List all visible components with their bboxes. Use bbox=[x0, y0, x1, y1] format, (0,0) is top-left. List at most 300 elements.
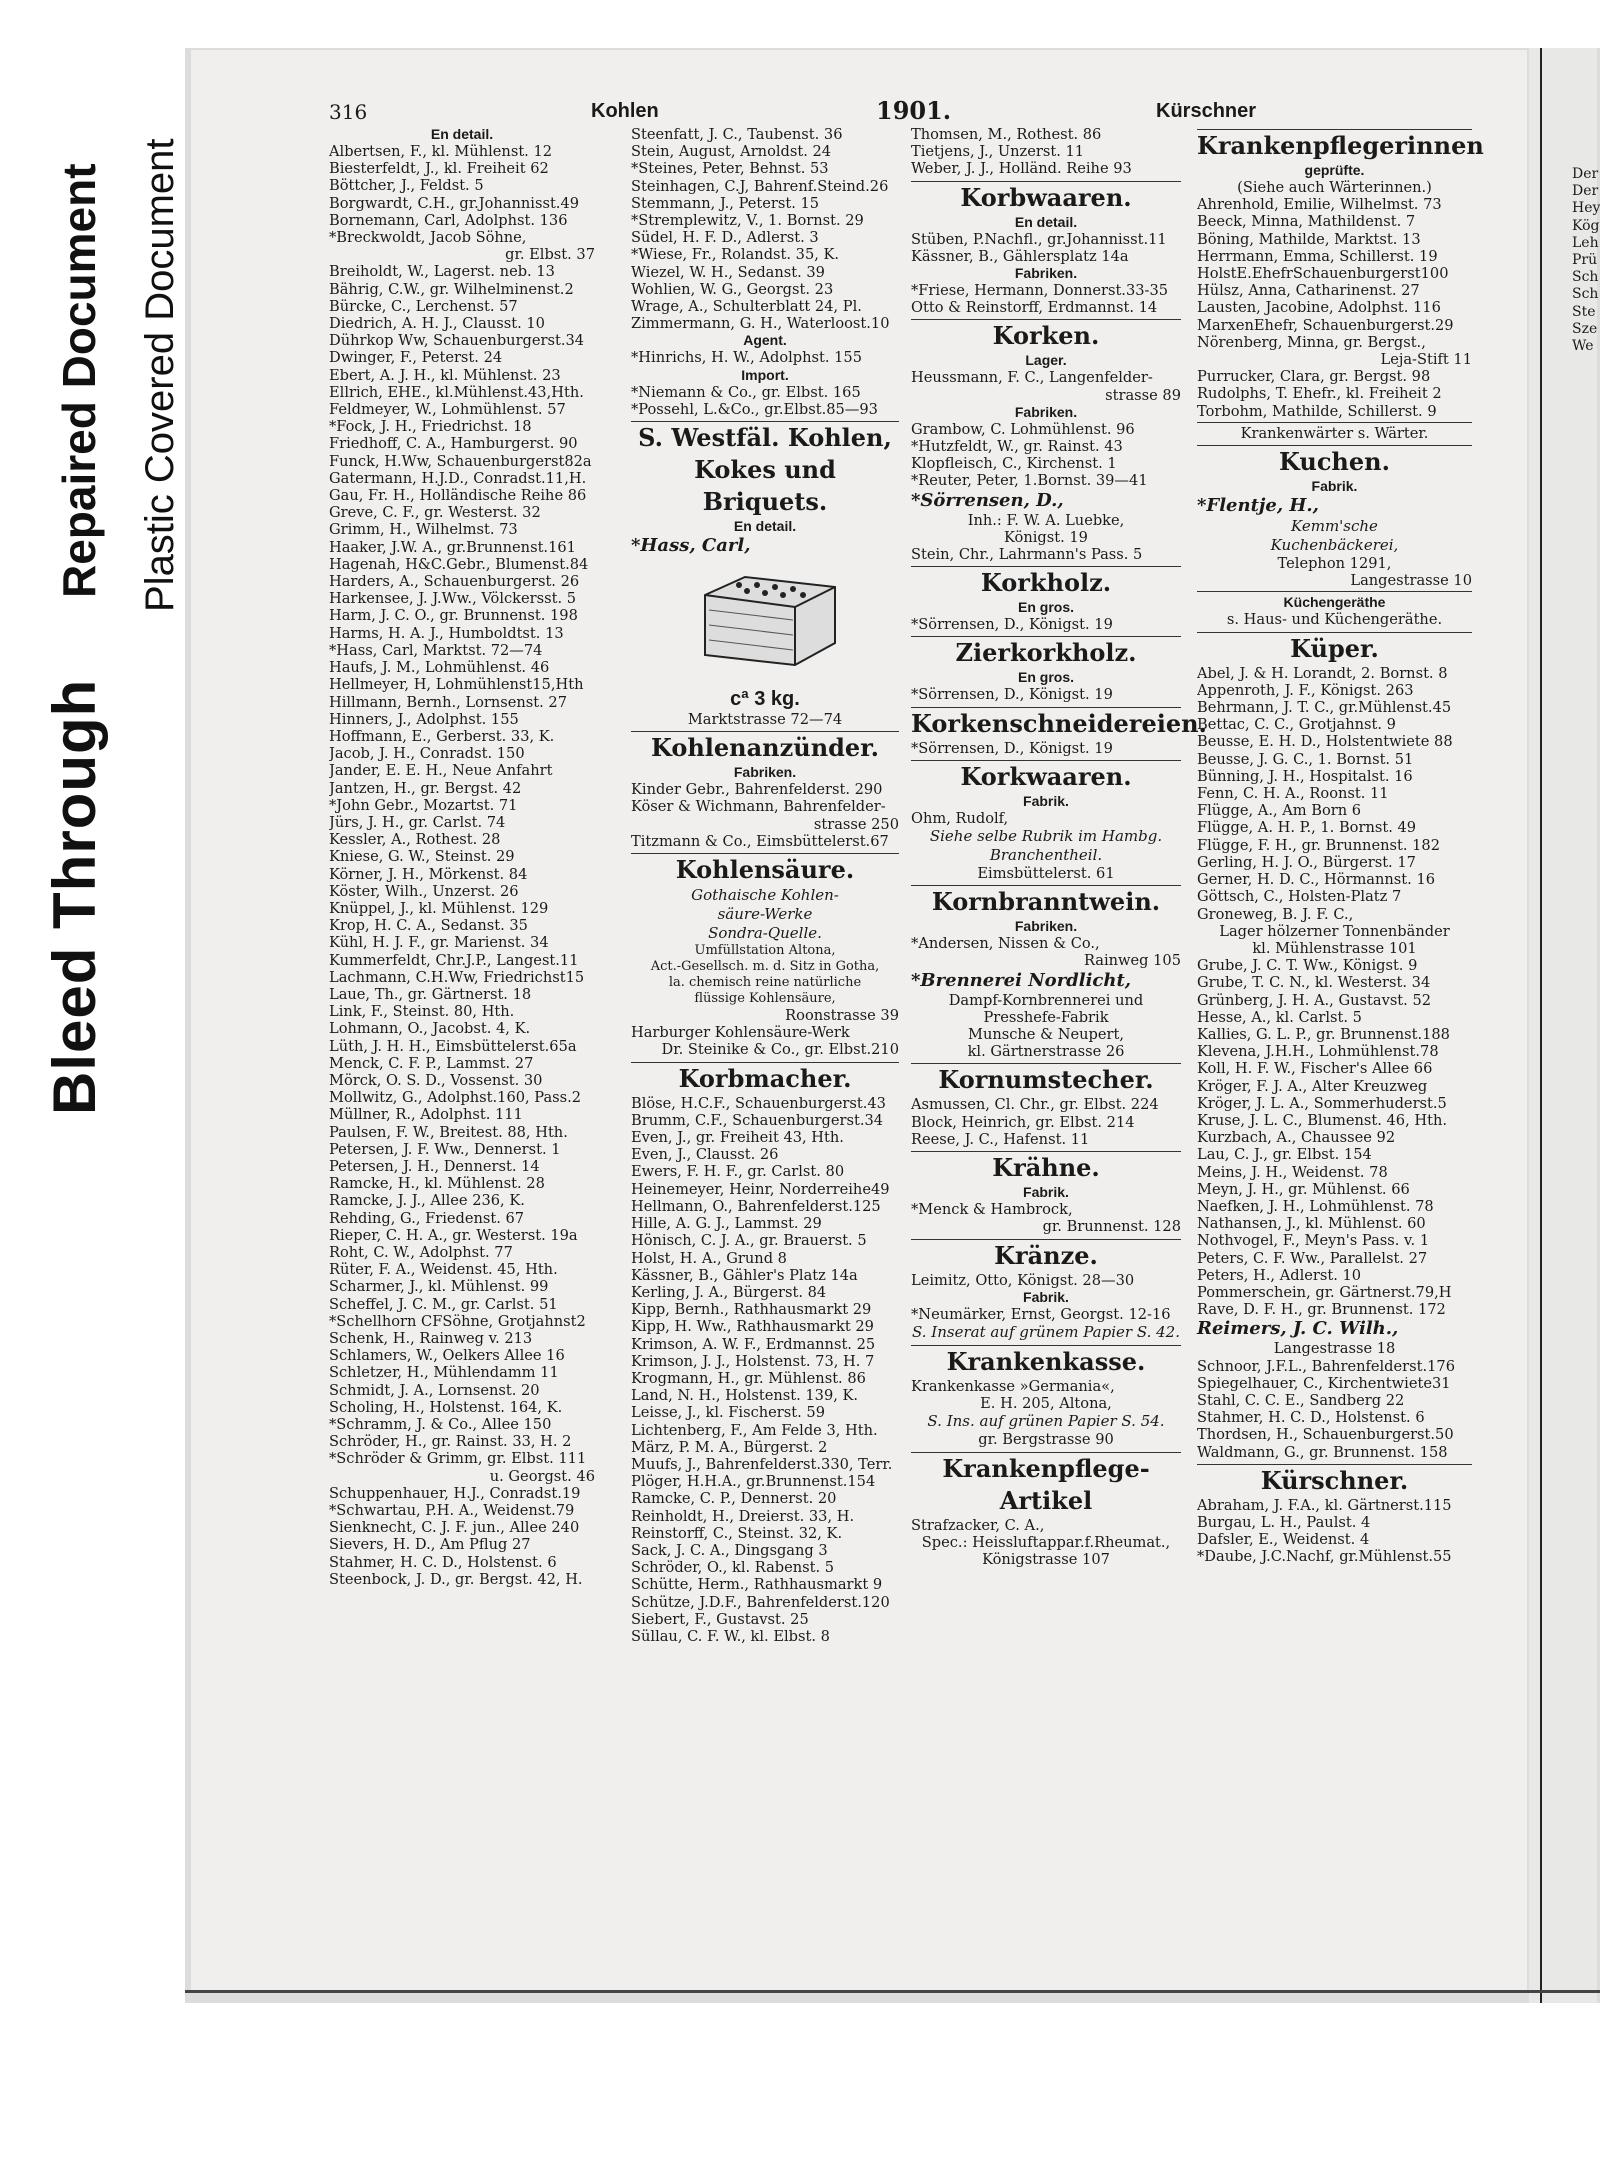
section-heading: Korken. bbox=[911, 319, 1181, 352]
entry-line: Naefken, J. H., Lohmühlenst. 78 bbox=[1197, 1197, 1434, 1215]
entry-line: Kipp, Bernh., Rathhausmarkt 29 bbox=[631, 1301, 872, 1319]
entry-line: Körner, J. H., Mörkenst. 84 bbox=[329, 865, 528, 883]
entry-line: Schröder, O., kl. Rabenst. 5 bbox=[631, 1559, 835, 1577]
entry-line: Petersen, J. F. Ww., Dennerst. 1 bbox=[329, 1140, 561, 1158]
entry-line: Harders, A., Schauenburgerst. 26 bbox=[329, 573, 580, 591]
featured-entry: Reimers, J. C. Wilh., bbox=[1197, 1318, 1399, 1340]
centered-line: Presshefe-Fabrik bbox=[983, 1008, 1109, 1026]
centered-line: Königst. 19 bbox=[1004, 528, 1088, 546]
entry-line: Hülsz, Anna, Catharinenst. 27 bbox=[1197, 282, 1420, 300]
section-heading: Kornumstecher. bbox=[911, 1063, 1181, 1096]
entry-line: Ahrenhold, Emilie, Wilhelmst. 73 bbox=[1197, 196, 1442, 214]
entry-line: Grünberg, J. H. A., Gustavst. 52 bbox=[1197, 991, 1432, 1009]
entry-line: Schröder, H., gr. Rainst. 33, H. 2 bbox=[329, 1433, 572, 1451]
small-note: Act.-Gesellsch. m. d. Sitz in Gotha, bbox=[650, 959, 880, 975]
entry-line: Ramcke, H., kl. Mühlenst. 28 bbox=[329, 1175, 545, 1193]
entry-line: Grimm, H., Wilhelmst. 73 bbox=[329, 521, 518, 539]
section-heading: Korkenschneidereien. bbox=[911, 708, 1207, 738]
centered-line: Spec.: Heissluftappar.f.Rheumat., bbox=[921, 1533, 1171, 1551]
section-heading: Kürschner. bbox=[1197, 1464, 1472, 1497]
italic-note: säure-Werke bbox=[717, 905, 813, 924]
entry-line: Süllau, C. F. W., kl. Elbst. 8 bbox=[631, 1627, 830, 1645]
entry-line: Even, J., Clausst. 26 bbox=[631, 1146, 779, 1164]
section-heading: Krähne. bbox=[911, 1151, 1181, 1184]
entry-line: Scholing, H., Holstenst. 164, K. bbox=[329, 1398, 563, 1416]
centered-line: kl. Mühlenstrasse 101 bbox=[1252, 939, 1417, 957]
entry-line: Menck, C. F. P., Lammst. 27 bbox=[329, 1054, 534, 1072]
header-left-word: Kohlen bbox=[591, 100, 659, 122]
entry-line: Hagenah, H&C.Gebr., Blumenst.84 bbox=[329, 555, 589, 573]
entry-line: Kässner, B., Gählersplatz 14a bbox=[911, 247, 1129, 265]
entry-line: Stahl, C. C. E., Sandberg 22 bbox=[1197, 1391, 1405, 1409]
section-heading: Zierkorkholz. bbox=[911, 636, 1181, 669]
entry-line: Schütze, J.D.F., Bahrenfelderst.120 bbox=[631, 1593, 890, 1611]
small-note: flüssige Kohlensäure, bbox=[694, 991, 836, 1007]
entry-line: Reese, J. C., Hafenst. 11 bbox=[911, 1130, 1090, 1148]
entry-line: *Sörrensen, D., Königst. 19 bbox=[911, 686, 1113, 704]
entry-line: *Possehl, L.&Co., gr.Elbst.85—93 bbox=[631, 400, 878, 418]
entry-continuation: Rainweg 105 bbox=[1083, 952, 1181, 970]
entry-line: Paulsen, F. W., Breitest. 88, Hth. bbox=[329, 1123, 568, 1141]
entry-line: Krimson, A. W. F., Erdmannst. 25 bbox=[631, 1335, 876, 1353]
entry-line: Tietjens, J., Unzerst. 11 bbox=[911, 143, 1085, 161]
edge-fragment: Prü bbox=[1572, 252, 1598, 269]
section-heading: S. Westfäl. Kohlen, Kokes und Briquets. bbox=[631, 421, 899, 518]
entry-line: Albertsen, F., kl. Mühlenst. 12 bbox=[329, 143, 553, 160]
centered-line: gr. Bergstrasse 90 bbox=[978, 1431, 1114, 1449]
entry-line: Rave, D. F. H., gr. Brunnenst. 172 bbox=[1197, 1301, 1446, 1319]
entry-line: Scharmer, J., kl. Mühlenst. 99 bbox=[329, 1278, 549, 1296]
column-4 bbox=[1197, 126, 1484, 1566]
subheading: En detail. bbox=[733, 518, 797, 535]
entry-line: Hille, A. G. J., Lammst. 29 bbox=[631, 1215, 822, 1233]
entry-line: Heinemeyer, Heinr, Norderreihe49 bbox=[631, 1180, 890, 1198]
entry-line: März, P. M. A., Bürgerst. 2 bbox=[631, 1438, 828, 1456]
entry-continuation: gr. Brunnenst. 128 bbox=[1042, 1218, 1181, 1236]
entry-line: Holst, H. A., Grund 8 bbox=[631, 1249, 787, 1267]
entry-line: Ramcke, C. P., Dennerst. 20 bbox=[631, 1490, 837, 1508]
entry-line: *Hinrichs, H. W., Adolphst. 155 bbox=[631, 349, 863, 367]
section-heading: Kornbranntwein. bbox=[911, 885, 1181, 918]
centered-line: Königstrasse 107 bbox=[982, 1550, 1110, 1568]
entry-line: Rieper, C. H. A., gr. Westerst. 19a bbox=[329, 1226, 578, 1244]
section-heading: Krankenkasse. bbox=[911, 1345, 1181, 1378]
entry-line: Ellrich, EHE., kl.Mühlenst.43,Hth. bbox=[329, 383, 584, 401]
entry-line: Böttcher, J., Feldst. 5 bbox=[329, 177, 484, 195]
entry-line: *Schramm, J. & Co., Allee 150 bbox=[329, 1416, 552, 1434]
entry-line: MarxenEhefr, Schauenburgerst.29 bbox=[1197, 316, 1454, 334]
centered-line: Krankenwärter s. Wärter. bbox=[1240, 424, 1429, 442]
entry-line: Spiegelhauer, C., Kirchentwiete31 bbox=[1197, 1374, 1451, 1392]
entry-line: Harm, J. C. O., gr. Brunnenst. 198 bbox=[329, 607, 578, 625]
entry-line: Borgwardt, C.H., gr.Johannisst.49 bbox=[329, 194, 580, 212]
centered-line: Marktstrasse 72—74 bbox=[687, 711, 843, 729]
edge-fragment: Ste bbox=[1572, 303, 1596, 320]
section-heading: Korbmacher. bbox=[631, 1062, 899, 1095]
entry-continuation: Leja-Stift 11 bbox=[1380, 351, 1472, 369]
entry-line: Appenroth, J. F., Königst. 263 bbox=[1197, 681, 1414, 699]
entry-line: Kühl, H. J. F., gr. Marienst. 34 bbox=[329, 934, 549, 952]
entry-line: Behrmann, J. T. C., gr.Mühlenst.45 bbox=[1197, 699, 1452, 717]
column-3 bbox=[911, 126, 1207, 1568]
italic-note: S. Ins. auf grünen Papier S. 54. bbox=[927, 1412, 1165, 1431]
entry-line: Peters, H., Adlerst. 10 bbox=[1197, 1266, 1362, 1284]
entry-line: Schuppenhauer, H.J., Conradst.19 bbox=[329, 1484, 581, 1502]
entry-line: Thomsen, M., Rothest. 86 bbox=[911, 126, 1102, 143]
entry-line: Gau, Fr. H., Holländische Reihe 86 bbox=[329, 487, 587, 505]
entry-line: Sievers, H. D., Am Pflug 27 bbox=[329, 1536, 531, 1554]
next-page-edge bbox=[1572, 166, 1600, 355]
entry-line: Leimitz, Otto, Königst. 28—30 bbox=[911, 1271, 1135, 1289]
entry-line: Hellmeyer, H, Lohmühlenst15,Hth bbox=[329, 676, 584, 694]
entry-line: Stahmer, H. C. D., Holstenst. 6 bbox=[1197, 1409, 1425, 1427]
entry-line: Mörck, O. S. D., Vossenst. 30 bbox=[329, 1071, 543, 1089]
entry-line: Grambow, C. Lohmühlenst. 96 bbox=[911, 420, 1135, 438]
entry-line: Bährig, C.W., gr. Wilhelminenst.2 bbox=[329, 280, 574, 298]
plastic-covered-label: Plastic Covered Document bbox=[138, 138, 182, 612]
centered-line: Dampf-Kornbrennerei und bbox=[948, 991, 1144, 1009]
entry-line: Lichtenberg, F., Am Felde 3, Hth. bbox=[631, 1421, 878, 1439]
centered-line: Lager hölzerner Tonnenbänder bbox=[1219, 922, 1450, 940]
edge-fragment: Der bbox=[1572, 183, 1599, 200]
entry-line: Ewers, F. H. F., gr. Carlst. 80 bbox=[631, 1163, 845, 1181]
entry-line: Strafzacker, C. A., bbox=[911, 1516, 1045, 1534]
entry-line: Otto & Reinstorff, Erdmannst. 14 bbox=[911, 299, 1158, 317]
entry-line: Feldmeyer, W., Lohmühlenst. 57 bbox=[329, 401, 566, 419]
entry-line: *Andersen, Nissen & Co., bbox=[911, 935, 1100, 953]
section-heading: Kuchen. bbox=[1197, 445, 1472, 478]
entry-line: Weber, J. J., Holländ. Reihe 93 bbox=[911, 160, 1132, 178]
entry-line: Even, J., gr. Freiheit 43, Hth. bbox=[631, 1129, 844, 1147]
entry-line: HolstE.EhefrSchauenburgerst100 bbox=[1197, 265, 1449, 283]
section-heading: Korkholz. bbox=[911, 566, 1181, 599]
entry-line: Reinstorff, C., Steinst. 32, K. bbox=[631, 1524, 843, 1542]
entry-line: Haufs, J. M., Lohmühlenst. 46 bbox=[329, 659, 550, 677]
entry-line: Reinholdt, H., Dreierst. 33, H. bbox=[631, 1507, 855, 1525]
centered-line: s. Haus- und Küchengeräthe. bbox=[1226, 611, 1443, 629]
entry-line: Lachmann, C.H.Ww, Friedrichst15 bbox=[329, 968, 585, 986]
entry-line: Südel, H. F. D., Adlerst. 3 bbox=[631, 229, 819, 247]
edge-fragment: Der bbox=[1572, 166, 1599, 182]
entry-line: Stemmann, J., Peterst. 15 bbox=[631, 194, 820, 212]
entry-line: Stein, Chr., Lahrmann's Pass. 5 bbox=[911, 546, 1143, 564]
entry-line: Kessler, A., Rothest. 28 bbox=[329, 831, 501, 849]
entry-line: Rehding, G., Friedenst. 67 bbox=[329, 1209, 525, 1227]
bottom-rule bbox=[185, 1990, 1600, 1993]
entry-line: Roht, C. W., Adolphst. 77 bbox=[329, 1244, 513, 1261]
entry-continuation: Langestrasse 10 bbox=[1350, 572, 1472, 590]
subheading: Fabrik. bbox=[1023, 1288, 1069, 1305]
entry-continuation: strasse 89 bbox=[1105, 386, 1181, 404]
entry-line: Hönisch, C. J. A., gr. Brauerst. 5 bbox=[631, 1232, 867, 1250]
section-heading: Korkwaaren. bbox=[911, 760, 1181, 793]
entry-line: Böning, Mathilde, Marktst. 13 bbox=[1197, 230, 1421, 248]
entry-line: Scheffel, J. C. M., gr. Carlst. 51 bbox=[329, 1295, 558, 1313]
entry-line: Köster, Wilh., Unzerst. 26 bbox=[329, 882, 519, 900]
entry-line: Abel, J. & H. Lorandt, 2. Bornst. 8 bbox=[1197, 664, 1448, 682]
entry-line: Grube, J. C. T. Ww., Königst. 9 bbox=[1197, 957, 1418, 975]
entry-line: Krimson, J. J., Holstenst. 73, H. 7 bbox=[631, 1352, 875, 1370]
entry-line: Land, N. H., Holstenst. 139, K. bbox=[631, 1387, 859, 1405]
featured-entry: *Sörrensen, D., bbox=[911, 489, 1064, 511]
divider bbox=[1197, 422, 1472, 423]
featured-entry: *Flentje, H., bbox=[1197, 495, 1319, 517]
entry-line: Lausten, Jacobine, Adolphst. 116 bbox=[1197, 299, 1441, 317]
entry-line: Diedrich, A. H. J., Clausst. 10 bbox=[329, 315, 545, 333]
entry-line: *Friese, Hermann, Donnerst.33-35 bbox=[911, 282, 1169, 300]
entry-line: *Reuter, Peter, 1.Bornst. 39—41 bbox=[911, 472, 1148, 490]
small-note: la. chemisch reine natürliche bbox=[668, 975, 862, 991]
centered-line: Langestrasse 18 bbox=[1273, 1340, 1396, 1358]
entry-line: Kruse, J. L. C., Blumenst. 46, Hth. bbox=[1197, 1111, 1447, 1129]
entry-line: Nörenberg, Minna, gr. Bergst., bbox=[1197, 333, 1426, 351]
entry-line: Nathansen, J., kl. Mühlenst. 60 bbox=[1197, 1215, 1426, 1233]
entry-line: Krogmann, H., gr. Mühlenst. 86 bbox=[631, 1369, 866, 1387]
entry-line: *Sörrensen, D., Königst. 19 bbox=[911, 616, 1113, 634]
entry-line: Hoffmann, E., Gerberst. 33, K. bbox=[329, 727, 555, 745]
entry-line: *Hass, Carl, Marktst. 72—74 bbox=[329, 641, 543, 659]
entry-line: Zimmermann, G. H., Waterloost.10 bbox=[631, 315, 890, 333]
centered-line: Munsche & Neupert, bbox=[968, 1026, 1124, 1044]
subheading: En gros. bbox=[1017, 669, 1074, 686]
entry-line: Petersen, J. H., Dennerst. 14 bbox=[329, 1157, 540, 1175]
entry-line: Mollwitz, G., Adolphst.160, Pass.2 bbox=[329, 1089, 582, 1107]
entry-line: Beusse, E. H. D., Holstentwiete 88 bbox=[1197, 733, 1453, 751]
entry-line: Sienknecht, C. J. F. jun., Allee 240 bbox=[329, 1519, 580, 1537]
subheading: Fabriken. bbox=[1014, 918, 1078, 935]
entry-line: Haaker, J.W. A., gr.Brunnenst.161 bbox=[329, 538, 576, 556]
entry-line: Beeck, Minna, Mathildenst. 7 bbox=[1197, 213, 1416, 231]
entry-line: Fenn, C. H. A., Roonst. 11 bbox=[1197, 785, 1389, 803]
entry-line: *Niemann & Co., gr. Elbst. 165 bbox=[631, 383, 861, 401]
entry-line: *Hutzfeldt, W., gr. Rainst. 43 bbox=[911, 438, 1123, 456]
entry-line: Kallies, G. L. P., gr. Brunnenst.188 bbox=[1197, 1025, 1450, 1043]
subheading: En detail. bbox=[430, 126, 494, 142]
entry-line: *Sörrensen, D., Königst. 19 bbox=[911, 739, 1113, 757]
entry-line: Kröger, F. J. A., Alter Kreuzweg bbox=[1197, 1077, 1428, 1095]
repaired-document-label: Repaired Document bbox=[53, 163, 105, 598]
italic-note: Kemm'sche bbox=[1291, 517, 1378, 536]
entry-line: Ohm, Rudolf, bbox=[911, 809, 1009, 827]
centered-line: (Siehe auch Wärterinnen.) bbox=[1237, 179, 1432, 196]
entry-line: Kniese, G. W., Steinst. 29 bbox=[329, 848, 515, 866]
entry-line: Klopfleisch, C., Kirchenst. 1 bbox=[911, 455, 1117, 473]
subheading: Fabrik. bbox=[1311, 478, 1358, 495]
entry-line: Link, F., Steinst. 80, Hth. bbox=[329, 1003, 515, 1021]
entry-line: Kurzbach, A., Chaussee 92 bbox=[1197, 1129, 1396, 1147]
subheading: Fabriken. bbox=[1014, 265, 1078, 282]
entry-continuation: Roonstrasse 39 bbox=[785, 1007, 899, 1025]
entry-line: Rüter, F. A., Weidenst. 45, Hth. bbox=[329, 1261, 558, 1279]
entry-line: Hellmann, O., Bahrenfelderst.125 bbox=[631, 1197, 881, 1215]
entry-line: Breiholdt, W., Lagerst. neb. 13 bbox=[329, 263, 555, 281]
small-note: Umfüllstation Altona, bbox=[694, 943, 836, 959]
entry-line: Dwinger, F., Peterst. 24 bbox=[329, 349, 503, 367]
subheading: geprüfte. bbox=[1304, 162, 1365, 178]
coal-weight-label: cª 3 kg. bbox=[730, 688, 800, 711]
entry-continuation: Dr. Steinike & Co., gr. Elbst.210 bbox=[661, 1041, 899, 1059]
entry-line: *Menck & Hambrock, bbox=[911, 1201, 1073, 1219]
entry-line: Schlamers, W., Oelkers Allee 16 bbox=[329, 1347, 565, 1365]
italic-note: Gothaische Kohlen- bbox=[691, 886, 839, 905]
entry-line: Stüben, P.Nachfl., gr.Johannisst.11 bbox=[911, 230, 1167, 248]
entry-line: Bornemann, Carl, Adolphst. 136 bbox=[329, 211, 568, 229]
italic-note: Kuchenbäckerei, bbox=[1270, 536, 1399, 555]
column-2 bbox=[631, 126, 899, 1645]
edge-fragment: Sze bbox=[1572, 320, 1598, 337]
subheading: Fabriken. bbox=[1014, 403, 1078, 420]
entry-line: Harkensee, J. J.Ww., Völckersst. 5 bbox=[329, 590, 577, 608]
entry-line: Klevena, J.H.H., Lohmühlenst.78 bbox=[1197, 1043, 1439, 1061]
entry-line: Ramcke, J. J., Allee 236, K. bbox=[329, 1192, 525, 1210]
centered-line: E. H. 205, Altona, bbox=[980, 1395, 1112, 1413]
subheading: Fabrik. bbox=[1023, 1184, 1069, 1201]
entry-line: *Schwartau, P.H. A., Weidenst.79 bbox=[329, 1502, 575, 1520]
entry-line: Stein, August, Arnoldst. 24 bbox=[631, 143, 832, 161]
italic-note: Siehe selbe Rubrik im Hambg. Branchentheil. bbox=[929, 827, 1163, 865]
entry-line: Thordsen, H., Schauenburgerst.50 bbox=[1197, 1426, 1454, 1444]
entry-line: *Fock, J. H., Friedrichst. 18 bbox=[329, 418, 532, 436]
page-number: 316 bbox=[329, 100, 368, 124]
subheading: Agent. bbox=[743, 332, 787, 349]
entry-line: Flügge, A. H. P., 1. Bornst. 49 bbox=[1197, 819, 1417, 837]
entry-line: Pommerschein, gr. Gärtnerst.79,H bbox=[1197, 1283, 1452, 1301]
entry-line: Siebert, F., Gustavst. 25 bbox=[631, 1610, 809, 1628]
entry-line: Abraham, J. F.A., kl. Gärtnerst.115 bbox=[1197, 1496, 1452, 1514]
entry-line: Titzmann & Co., Eimsbüttelerst.67 bbox=[631, 832, 889, 850]
entry-line: Hillmann, Bernh., Lornsenst. 27 bbox=[329, 693, 567, 711]
centered-line: kl. Gärtnerstrasse 26 bbox=[967, 1043, 1125, 1061]
entry-line: Krankenkasse »Germania«, bbox=[911, 1377, 1115, 1395]
edge-fragment: Hey bbox=[1572, 200, 1600, 217]
entry-line: Koll, H. F. W., Fischer's Allee 66 bbox=[1197, 1060, 1433, 1078]
entry-line: Jürs, J. H., gr. Carlst. 74 bbox=[329, 813, 506, 831]
entry-line: Harburger Kohlensäure-Werk bbox=[631, 1024, 850, 1042]
entry-line: Bürcke, C., Lerchenst. 57 bbox=[329, 297, 518, 315]
entry-line: Brumm, C.F., Schauenburgerst.34 bbox=[631, 1111, 884, 1129]
entry-line: Greve, C. F., gr. Westerst. 32 bbox=[329, 504, 541, 522]
entry-line: Lüth, J. H. H., Eimsbüttelerst.65a bbox=[329, 1037, 577, 1055]
subheading: Küchengeräthe bbox=[1283, 594, 1386, 611]
entry-line: Sack, J. C. A., Dingsgang 3 bbox=[631, 1541, 828, 1559]
entry-line: Bünning, J. H., Hospitalst. 16 bbox=[1197, 767, 1413, 785]
subheading: Import. bbox=[741, 366, 789, 383]
section-heading: Korbwaaren. bbox=[911, 181, 1181, 214]
entry-line: Rudolphs, T. Ehefr., kl. Freiheit 2 bbox=[1197, 385, 1442, 403]
entry-line: Ebert, A. J. H., kl. Mühlenst. 23 bbox=[329, 366, 561, 384]
entry-line: Beusse, J. G. C., 1. Bornst. 51 bbox=[1197, 750, 1414, 768]
gutter-line bbox=[1540, 48, 1542, 2003]
entry-line: Jander, E. E. H., Neue Anfahrt bbox=[329, 762, 553, 780]
entry-line: Hinners, J., Adolphst. 155 bbox=[329, 710, 519, 728]
page-paper bbox=[191, 50, 1527, 1990]
subheading: Fabriken. bbox=[733, 764, 797, 781]
entry-line: Grube, T. C. N., kl. Westerst. 34 bbox=[1197, 974, 1431, 992]
subheading: En gros. bbox=[1017, 599, 1074, 616]
entry-line: Jantzen, H., gr. Bergst. 42 bbox=[329, 779, 522, 797]
entry-line: Blöse, H.C.F., Schauenburgerst.43 bbox=[631, 1094, 886, 1112]
column-1 bbox=[329, 126, 595, 1588]
entry-line: *Steines, Peter, Behnst. 53 bbox=[631, 160, 829, 178]
entry-line: Lohmann, O., Jacobst. 4, K. bbox=[329, 1020, 531, 1038]
entry-line: Dührkop Ww, Schauenburgerst.34 bbox=[329, 332, 585, 350]
entry-line: Groneweg, B. J. F. C., bbox=[1197, 905, 1354, 923]
entry-line: *Neumärker, Ernst, Georgst. 12-16 bbox=[911, 1305, 1171, 1323]
entry-line: Heussmann, F. C., Langenfelder- bbox=[911, 369, 1153, 387]
entry-line: *John Gebr., Mozartst. 71 bbox=[329, 796, 518, 814]
entry-line: Friedhoff, C. A., Hamburgerst. 90 bbox=[329, 435, 578, 453]
entry-line: Peters, C. F. Ww., Parallelst. 27 bbox=[1197, 1249, 1428, 1267]
subheading: En detail. bbox=[1014, 213, 1078, 230]
scanned-page bbox=[185, 48, 1600, 2003]
entry-line: Schenk, H., Rainweg v. 213 bbox=[329, 1330, 533, 1348]
entry-line: *Wiese, Fr., Rolandst. 35, K. bbox=[631, 246, 840, 264]
entry-line: Kerling, J. A., Bürgerst. 84 bbox=[631, 1283, 827, 1301]
section-heading: Kohlenanzünder. bbox=[631, 731, 899, 764]
entry-line: Lau, C. J., gr. Elbst. 154 bbox=[1197, 1146, 1372, 1164]
entry-line: Herrmann, Emma, Schillerst. 19 bbox=[1197, 247, 1438, 265]
entry-line: Schletzer, H., Mühlendamm 11 bbox=[329, 1364, 559, 1382]
subheading: Fabrik. bbox=[1023, 792, 1069, 809]
entry-line: Meyn, J. H., gr. Mühlenst. 66 bbox=[1197, 1180, 1410, 1198]
entry-line: Biesterfeldt, J., kl. Freiheit 62 bbox=[329, 160, 549, 178]
entry-line: Hesse, A., kl. Carlst. 5 bbox=[1197, 1008, 1362, 1026]
section-heading: Krankenpflege- Artikel bbox=[911, 1452, 1181, 1517]
entry-line: Stahmer, H. C. D., Holstenst. 6 bbox=[329, 1553, 557, 1571]
entry-line: Schütte, Herm., Rathhausmarkt 9 bbox=[631, 1576, 883, 1594]
entry-line: Müllner, R., Adolphst. 111 bbox=[329, 1106, 523, 1124]
entry-line: Flügge, F. H., gr. Brunnenst. 182 bbox=[1197, 836, 1440, 854]
entry-line: Nothvogel, F., Meyn's Pass. v. 1 bbox=[1197, 1232, 1430, 1250]
italic-note: Sondra-Quelle. bbox=[708, 924, 822, 943]
entry-line: Schmidt, J. A., Lornsenst. 20 bbox=[329, 1381, 540, 1399]
entry-line: Waldmann, G., gr. Brunnenst. 158 bbox=[1197, 1443, 1448, 1461]
entry-line: Kinder Gebr., Bahrenfelderst. 290 bbox=[631, 781, 883, 799]
entry-line: Purrucker, Clara, gr. Bergst. 98 bbox=[1197, 368, 1431, 386]
entry-line: Plöger, H.H.A., gr.Brunnenst.154 bbox=[631, 1473, 876, 1491]
featured-entry: *Brennerei Nordlicht, bbox=[911, 969, 1132, 991]
section-heading: Küper. bbox=[1197, 632, 1472, 665]
entry-line: Wrage, A., Schulterblatt 24, Pl. bbox=[631, 298, 862, 316]
entry-line: Flügge, A., Am Born 6 bbox=[1197, 802, 1362, 820]
entry-line: Leisse, J., kl. Fischerst. 59 bbox=[631, 1404, 825, 1422]
entry-line: *Schellhorn CFSöhne, Grotjahnst2 bbox=[329, 1312, 586, 1330]
entry-line: Gatermann, H.J.D., Conradst.11,H. bbox=[329, 469, 587, 487]
header-right-word: Kürschner bbox=[1156, 100, 1257, 122]
subheading: Lager. bbox=[1025, 352, 1067, 369]
coal-box-icon bbox=[685, 565, 845, 685]
entry-line: Wohlien, W. G., Georgst. 23 bbox=[631, 280, 834, 298]
section-heading: Kränze. bbox=[911, 1239, 1181, 1272]
entry-line: *Stremplewitz, V., 1. Bornst. 29 bbox=[631, 212, 864, 230]
entry-line: Meins, J. H., Weidenst. 78 bbox=[1197, 1163, 1388, 1181]
entry-line: Harms, H. A. J., Humboldtst. 13 bbox=[329, 624, 564, 642]
entry-line: Kipp, H. Ww., Rathhausmarkt 29 bbox=[631, 1318, 874, 1336]
entry-line: Kässner, B., Gähler's Platz 14a bbox=[631, 1266, 858, 1284]
entry-line: Köser & Wichmann, Bahrenfelder- bbox=[631, 798, 886, 816]
entry-line: Schnoor, J.F.L., Bahrenfelderst.176 bbox=[1197, 1357, 1455, 1375]
edge-fragment: Kög bbox=[1572, 217, 1600, 234]
featured-entry: *Hass, Carl, bbox=[631, 535, 751, 557]
edge-fragment: Leh bbox=[1572, 234, 1599, 251]
entry-line: Bettac, C. C., Grotjahnst. 9 bbox=[1197, 716, 1396, 734]
entry-line: Kummerfeldt, Chr.J.P., Langest.11 bbox=[329, 951, 579, 969]
entry-continuation: gr. Elbst. 37 bbox=[505, 246, 595, 264]
entry-line: Asmussen, Cl. Chr., gr. Elbst. 224 bbox=[911, 1096, 1159, 1114]
entry-line: Göttsch, C., Holsten-Platz 7 bbox=[1197, 888, 1402, 906]
entry-line: *Breckwoldt, Jacob Söhne, bbox=[329, 229, 527, 247]
header-year: 1901. bbox=[876, 96, 952, 125]
